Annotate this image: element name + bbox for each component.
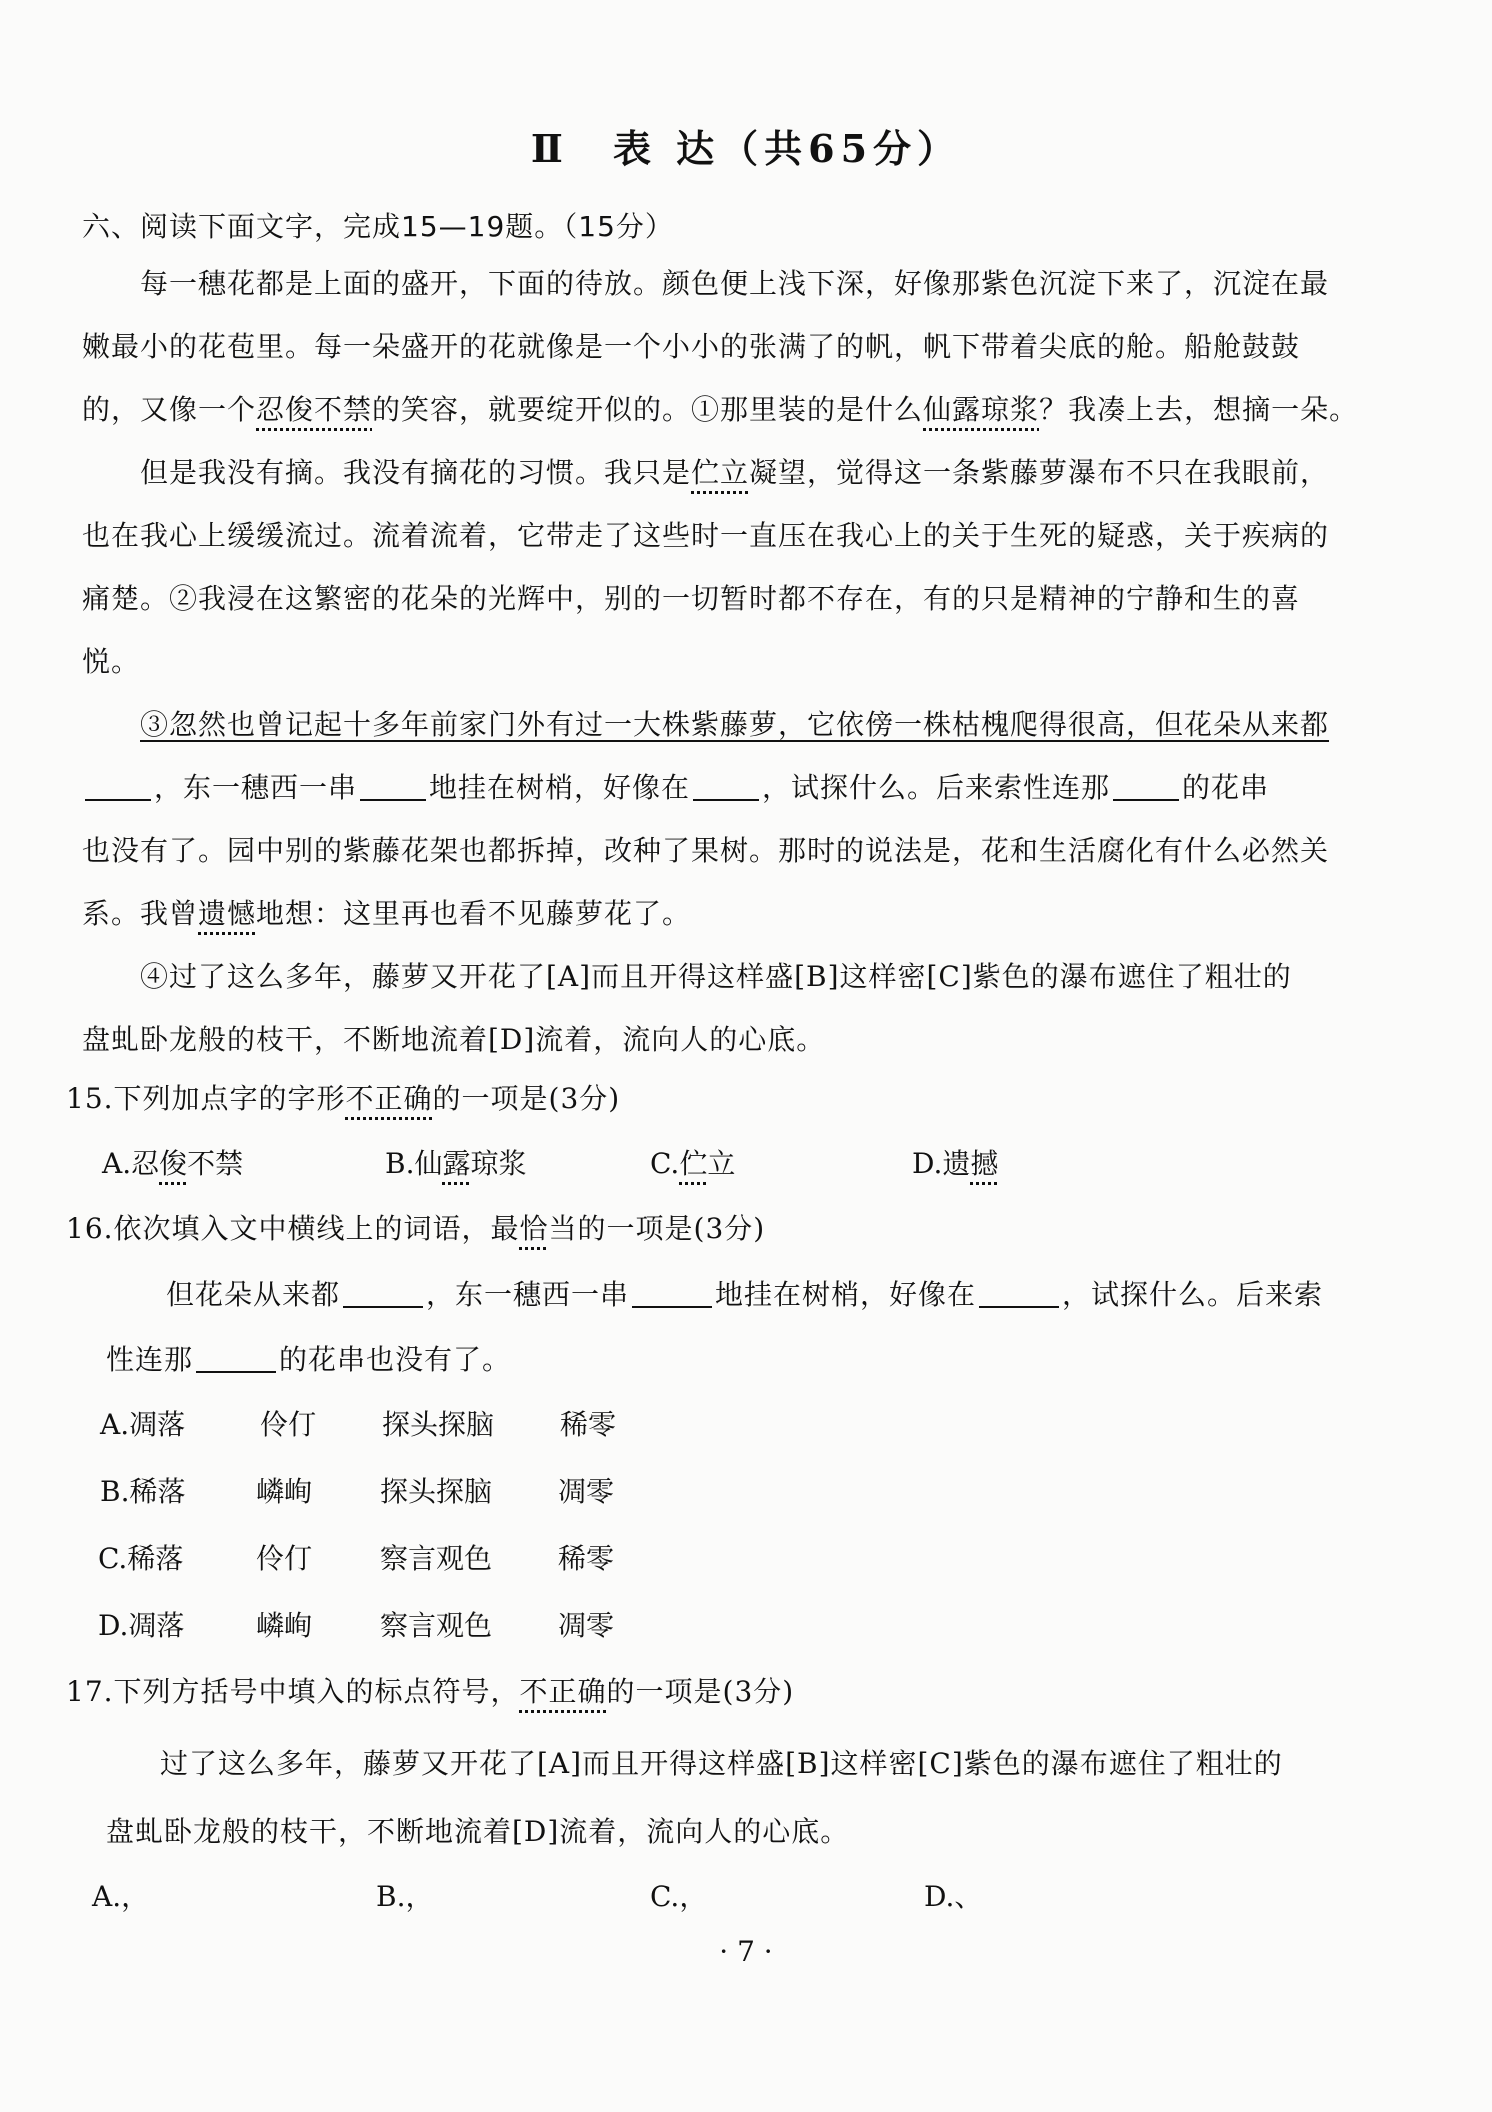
q16-stem: 16.依次填入文中横线上的词语，最恰当的一项是(3分) xyxy=(66,1212,766,1245)
q17-quote-line1: 过了这么多年，藤萝又开花了[A]而且开得这样盛[B]这样密[C]紫色的瀑布遮住了粗壮的 xyxy=(160,1747,1283,1780)
p2-line1: 但是我没有摘。我没有摘花的习惯。我只是伫立凝望，觉得这一条紫藤萝瀑布不只在我眼前， xyxy=(140,456,1330,489)
blank-line xyxy=(85,773,151,801)
p2-line4: 悦。 xyxy=(82,645,141,678)
blank-line xyxy=(343,1280,423,1308)
q16-option-c: C.稀落 xyxy=(98,1542,184,1575)
q16-option-c-w4: 稀零 xyxy=(558,1542,615,1575)
q15-stem: 15.下列加点字的字形不正确的一项是(3分) xyxy=(66,1082,621,1115)
section-heading: 六、阅读下面文字，完成15—19题。（15分） xyxy=(82,210,674,243)
q16-option-a-w3: 探头探脑 xyxy=(382,1408,495,1441)
q16-option-d-w4: 凋零 xyxy=(558,1609,615,1642)
q16-option-a-w4: 稀零 xyxy=(560,1408,617,1441)
q16-option-c-w3: 察言观色 xyxy=(380,1542,493,1575)
p3-line1 xyxy=(140,703,1329,743)
q16-option-a: A.凋落 xyxy=(100,1408,186,1441)
p3-line3: 也没有了。园中别的紫藤花架也都拆掉，改种了果树。那时的说法是，花和生活腐化有什么必然关 xyxy=(82,834,1330,867)
q17-quote-line2: 盘虬卧龙般的枝干，不断地流着[D]流着，流向人的心底。 xyxy=(106,1815,850,1848)
blank-line xyxy=(360,773,426,801)
dotted-word: 恰 xyxy=(519,1212,549,1245)
q16-option-b-w3: 探头探脑 xyxy=(380,1475,493,1508)
dotted-word: 伫立 xyxy=(691,456,750,489)
p1-line3: 的，又像一个忍俊不禁的笑容，就要绽开似的。①那里装的是什么仙露琼浆？我凑上去，想摘一朵。 xyxy=(82,393,1359,426)
p2-line2: 也在我心上缓缓流过。流着流着，它带走了这些时一直压在我心上的关于生死的疑惑，关于疾病的 xyxy=(82,519,1330,552)
q17-option-c: C.， xyxy=(650,1880,708,1913)
q15-option-d: D.遗撼 xyxy=(912,1147,999,1180)
blank-line xyxy=(693,773,759,801)
page-number: · 7 · xyxy=(719,1935,773,1968)
blank-line xyxy=(196,1345,276,1373)
q16-option-c-w2: 伶仃 xyxy=(256,1542,313,1575)
q17-option-b: B.， xyxy=(376,1880,434,1913)
q15-option-c: C.伫立 xyxy=(650,1147,736,1180)
q15-option-a: A.忍俊不禁 xyxy=(102,1147,244,1180)
blank-line xyxy=(979,1280,1059,1308)
section-title: Ⅱ 表 达（共65分） xyxy=(530,126,962,171)
q16-option-b-w2: 嶙峋 xyxy=(256,1475,313,1508)
q16-option-d-w2: 嶙峋 xyxy=(256,1609,313,1642)
q16-option-b-w4: 凋零 xyxy=(558,1475,615,1508)
q17-stem: 17.下列方括号中填入的标点符号，不正确的一项是(3分) xyxy=(66,1675,795,1708)
dotted-word: 遗憾 xyxy=(198,897,257,930)
blank-line xyxy=(1113,773,1179,801)
p4-line1: ④过了这么多年，藤萝又开花了[A]而且开得这样盛[B]这样密[C]紫色的瀑布遮住了粗壮的 xyxy=(140,960,1292,993)
q16-quote-line2: 性连那 的花串也没有了。 xyxy=(106,1343,512,1376)
q16-option-a-w2: 伶仃 xyxy=(260,1408,317,1441)
p2-line3: 痛楚。②我浸在这繁密的花朵的光辉中，别的一切暂时都不存在，有的只是精神的宁静和生的喜 xyxy=(82,582,1301,615)
q16-option-d-w3: 察言观色 xyxy=(380,1609,493,1642)
p3-line2: ，东一穗西一串 地挂在树梢，好像在 ，试探什么。后来索性连那 的花串 xyxy=(82,766,1269,806)
dotted-word: 仙露琼浆 xyxy=(923,393,1040,426)
blank-line xyxy=(632,1280,712,1308)
dotted-word: 不正确 xyxy=(519,1675,607,1708)
q16-option-d: D.凋落 xyxy=(98,1609,185,1642)
q17-option-a: A.， xyxy=(92,1880,150,1913)
q16-quote-line1: 但花朵从来都 ，东一穗西一串 地挂在树梢，好像在 ，试探什么。后来索 xyxy=(166,1278,1324,1311)
q16-option-b: B.稀落 xyxy=(100,1475,186,1508)
underlined-sentence: ③忽然也曾记起十多年前家门外有过一大株紫藤萝，它依傍一株枯槐爬得很高，但花朵从来都 xyxy=(140,708,1330,741)
q15-option-b: B.仙露琼浆 xyxy=(385,1147,527,1180)
q17-option-d: D.、 xyxy=(924,1880,983,1913)
dotted-word: 忍俊不禁 xyxy=(256,393,373,426)
p1-line2: 嫩最小的花苞里。每一朵盛开的花就像是一个小小的张满了的帆，帆下带着尖底的舱。船舱鼓鼓 xyxy=(82,330,1301,363)
p3-line4: 系。我曾遗憾地想：这里再也看不见藤萝花了。 xyxy=(82,897,692,930)
dotted-word: 不正确 xyxy=(345,1082,433,1115)
p4-line2: 盘虬卧龙般的枝干，不断地流着[D]流着，流向人的心底。 xyxy=(82,1023,826,1056)
p1-line1: 每一穗花都是上面的盛开，下面的待放。颜色便上浅下深，好像那紫色沉淀下来了，沉淀在最 xyxy=(140,267,1330,300)
